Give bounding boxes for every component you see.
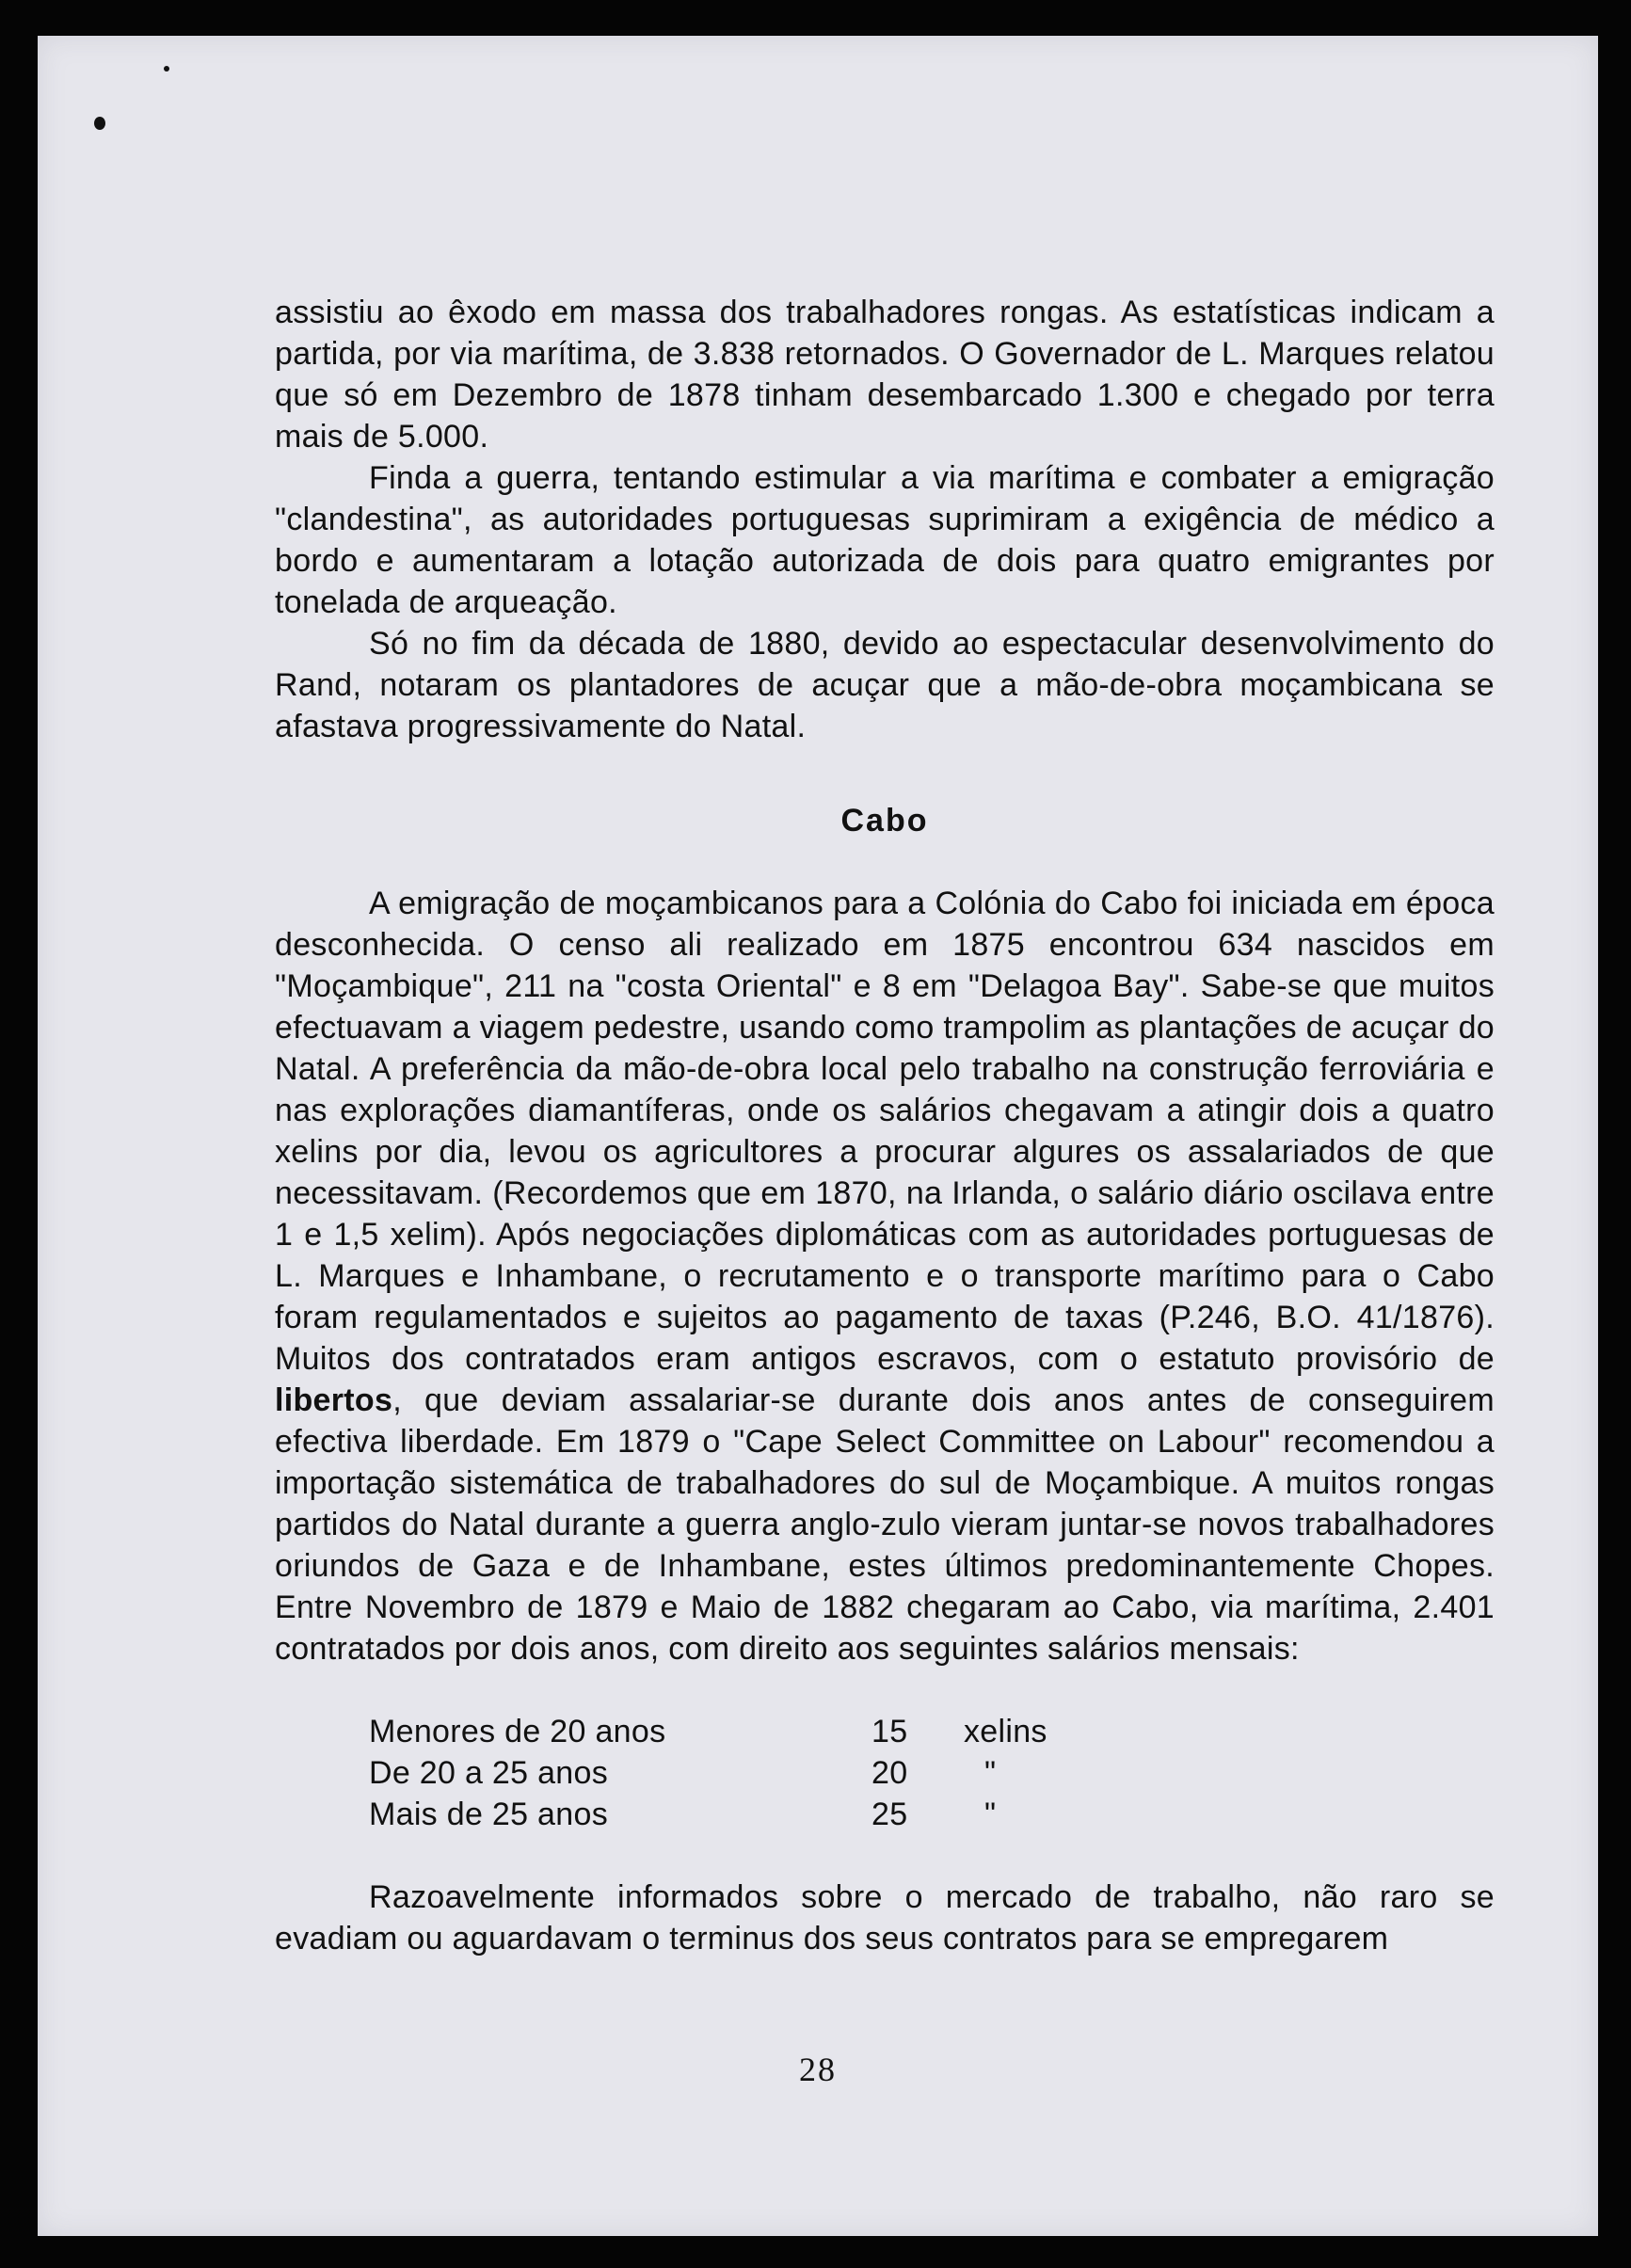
paragraph-finda-a-guerra: Finda a guerra, tentando estimular a via marítima e combater a emigração "clandestina", as autoridades portuguesas suprimiram a exigência de médico a bordo e aumentaram a lotação autorizada de dois para quatro emigrantes por tonelada de arqueação. [275,460,1495,620]
table-row [369,1711,1047,1752]
salary-label: Menores de 20 anos [369,1714,666,1749]
table-row [369,1794,1047,1835]
salary-unit: " [984,1755,997,1791]
cabo-text-part-2: , que deviam assalariar-se durante dois anos antes de conseguirem efectiva liberdade. Em 1879 o "Cape Select Committee on Labour" recomendou a importação sistemática de trabalhadores do sul de Moçambique. A muitos rongas partidos do Natal durante a guerra anglo-zulo vieram juntar-se novos trabalhadores oriundos de Gaza e de Inhambane, estes últimos predominantemente Chopes. Entre Novembro de 1879 e Maio de 1882 chegaram ao Cabo, via marítima, 2.401 contratados por dois anos, com direito aos seguintes salários mensais: [275,1382,1495,1667]
salary-unit: xelins [964,1714,1047,1749]
document-page [38,36,1598,2236]
salary-unit: " [984,1797,997,1832]
paragraph-cabo [275,883,1495,1669]
salary-amount: 20 [871,1755,908,1791]
table-row [369,1752,1047,1794]
section-heading-cabo: Cabo [840,803,929,839]
salary-amount: 25 [871,1797,908,1832]
paragraph-exodo: assistiu ao êxodo em massa dos trabalhadores rongas. As estatísticas indicam a partida, por via marítima, de 3.838 retornados. O Governador de L. Marques relatou que só em Dezembro de 1878 tinham desembarcado 1.300 e chegado por terra mais de 5.000. [275,295,1495,455]
ink-speck-2 [94,117,105,130]
salary-table [369,1711,1047,1835]
page-number: 28 [799,2051,837,2088]
salary-label: Mais de 25 anos [369,1797,608,1832]
body-text [275,292,1495,1959]
bold-word-libertos: libertos [275,1382,393,1418]
salary-amount: 15 [871,1714,908,1749]
paragraph-rand: Só no fim da década de 1880, devido ao espectacular desenvolvimento do Rand, notaram os plantadores de acuçar que a mão-de-obra moçambicana se afastava progressivamente do Natal. [275,626,1495,744]
cabo-text-part-1: A emigração de moçambicanos para a Colónia do Cabo foi iniciada em época desconhecida. O censo ali realizado em 1875 encontrou 634 nascidos em "Moçambique", 211 na "costa Oriental" e 8 em "Delagoa Bay". Sabe-se que muitos efectuavam a viagem pedestre, usando como trampolim as plantações de acuçar do Natal. A preferência da mão-de-obra local pelo trabalho na construção ferroviária e nas explorações diamantíferas, onde os salários chegavam a atingir dois a quatro xelins por dia, levou os agricultores a procurar algures os assalariados de que necessitavam. (Recordemos que em 1870, na Irlanda, o salário diário oscilava entre 1 e 1,5 xelim). Após negociações diplomáticas com as autoridades portuguesas de L. Marques e Inhambane, o recrutamento e o transporte marítimo para o Cabo foram regulamentados e sujeitos ao pagamento de taxas (P.246, B.O. 41/1876). Muitos dos contratados eram antigos escravos, com o estatuto provisório de [275,886,1495,1377]
salary-label: De 20 a 25 anos [369,1755,609,1791]
paragraph-closing: Razoavelmente informados sobre o mercado de trabalho, não raro se evadiam ou aguardavam o terminus dos seus contratos para se empregarem [275,1879,1495,1957]
ink-speck-1 [164,66,169,72]
